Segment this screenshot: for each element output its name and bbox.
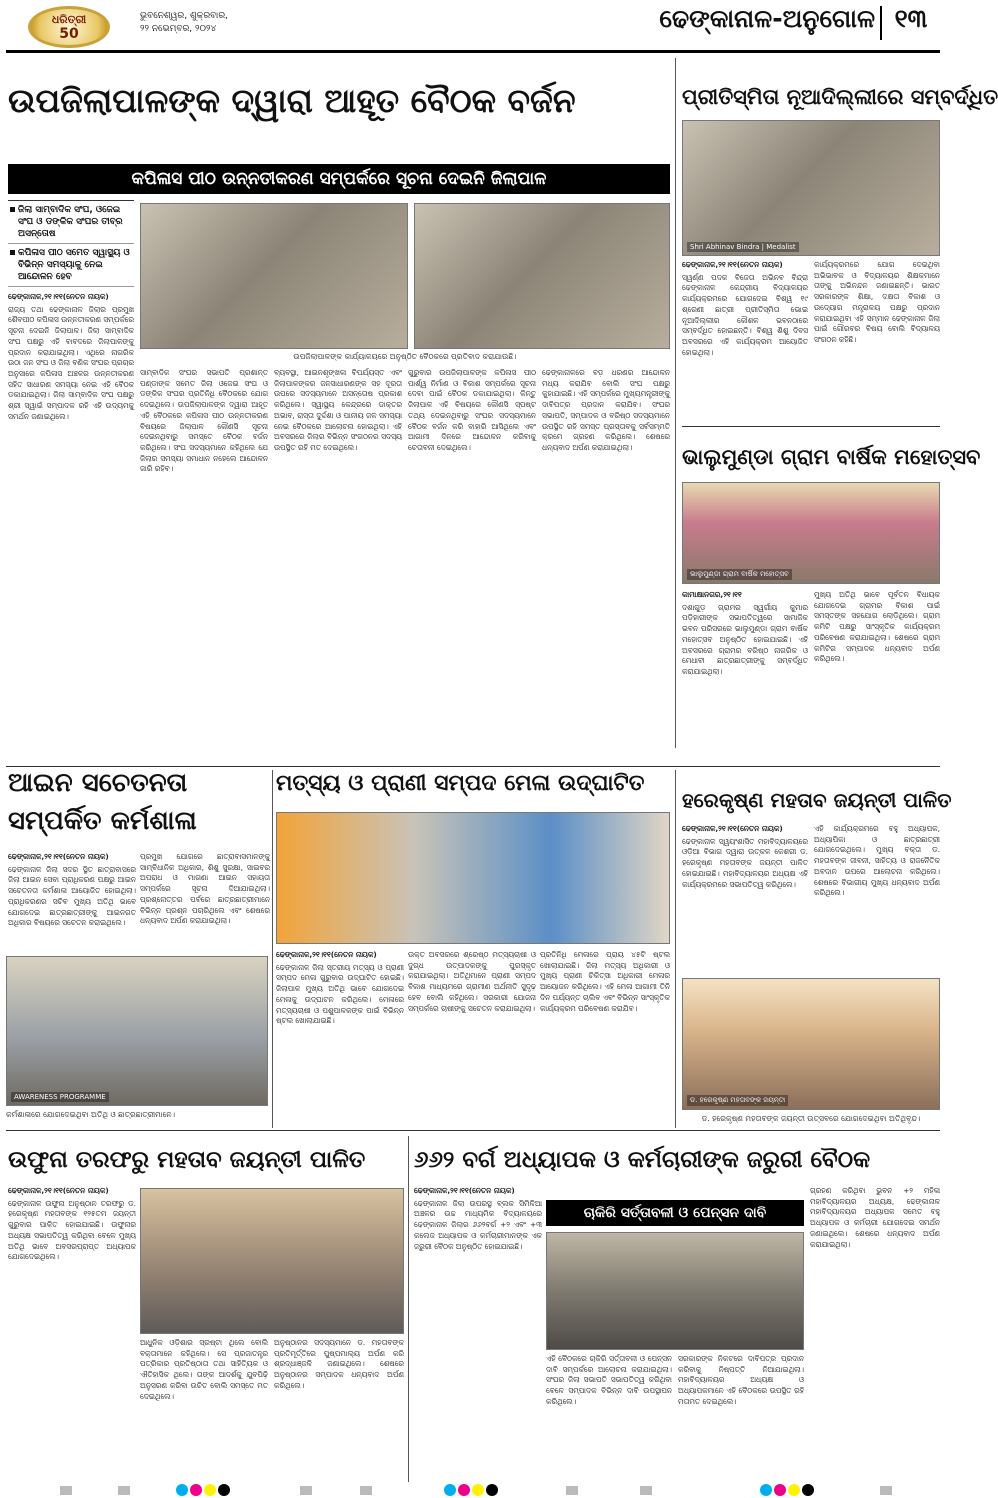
awareness-dateline: ଢେଙ୍କାନାଳ,୨୧।୧୧(ନେତନ ନାୟକ) [8, 852, 109, 861]
teachers-subheadline: ଚାକିରି ସର୍ତ୍ତାବଳୀ ଓ ପେନ୍‌ସନ ଦାବି [546, 1200, 804, 1226]
teachers-headline: ୬୬୨ ବର୍ଗ ଅଧ୍ୟାପକ ଓ କର୍ମଚାରୀଙ୍କ ଜରୁରୀ ବୈଠକ [414, 1147, 871, 1173]
reg-mark-magenta [774, 1484, 786, 1496]
teachers-column-4 [810, 1186, 940, 1476]
reg-mark-yellow [204, 1484, 216, 1496]
awareness-photo [6, 956, 268, 1106]
teachers-text-3: ସରକାରଙ୍କ ନିକଟରେ ଦାବିପତ୍ର ପ୍ରଦାନ କରିବାକୁ ନିଷ୍ପତ୍ତି ନିଆଯାଇଥିଲା। ମହାବିଦ୍ୟାଳୟର ଅଧ୍ୟକ୍ଷ ଓ ଅଧ୍ୟାପକମାନେ ଏହି ବୈଠକରେ ଉପସ୍ଥିତ ରହି ମତାମତ ଦେଇଥିଲେ। [678, 1354, 804, 1406]
reg-mark-yellow [472, 1484, 484, 1496]
ufuna-photo [140, 1188, 404, 1334]
ufuna-text-3: ଅନୁଷ୍ଠାନର ସଦସ୍ୟମାନେ ଡ. ମହତାବଙ୍କ ପ୍ରତିମୂର୍ତ୍ତିରେ ପୁଷ୍ପମାଲ୍ୟ ଅର୍ପଣ କରି ଶ୍ରଦ୍ଧାଞ୍ଜଳି ଜଣାଇଥିଲେ। ଶେଷରେ ଅନୁଷ୍ଠାନର ସମ୍ପାଦକ ଧନ୍ୟବାଦ ଅର୍ପଣ କରିଥିଲେ। [274, 1338, 404, 1390]
bhalumunda-text-1: ଦଶାଗୁଡ଼ ଗ୍ରାମର ସ୍ୱର୍ଗୀୟ କୁମାର ପଡ଼ିହାରୀଙ୍କ ସଭାପତିତ୍ୱରେ ସାମାଜିକ ଭବନ ପରିସରରେ ଭାଲୁମୁଣ୍ଡା ଗ୍ରାମ ବାର୍ଷିକ ମହୋତ୍ସବ ଅନୁଷ୍ଠିତ ହୋଇଯାଇଛି। ଏହି ଅବସରରେ ଗ୍ରାମର ବରିଷ୍ଠ ନାଗରିକ ଓ ମେଧାବୀ ଛାତ୍ରଛାତ୍ରୀଙ୍କୁ ସମ୍ବର୍ଦ୍ଧିତ କରାଯାଇଥିଲା। [682, 602, 808, 676]
fisheries-headline: ମତ୍ସ୍ୟ ଓ ପ୍ରାଣୀ ସମ୍ପଦ ମେଳା ଉଦ୍‌ଘାଟିତ [276, 771, 645, 796]
awareness-divider [272, 770, 273, 1128]
reg-mark-black [802, 1484, 814, 1496]
ufuna-headline: ଉଫୁନା ତରଫରୁ ମହତାବ ଜୟନ୍ତୀ ପାଳିତ [8, 1147, 366, 1173]
masthead-rule [6, 50, 940, 53]
lead-headline: ଉପଜିଲାପାଳଙ୍କ ଦ୍ୱାରା ଆହୂତ ବୈଠକ ବର୍ଜନ [8, 81, 576, 120]
harekrushna-text-2: ଏହି କାର୍ଯ୍ୟକ୍ରମରେ ବହୁ ଅଧ୍ୟାପକ, ଅଧ୍ୟାପିକା ଓ ଛାତ୍ରଛାତ୍ରୀ ଯୋଗଦେଇଥିଲେ। ମୁଖ୍ୟ ବକ୍ତା ଡ. ମହତାବଙ୍କ ଜୀବନୀ, ସାହିତ୍ୟ ଓ ରାଜନୈତିକ ଅବଦାନ ଉପରେ ଆଲୋଚନା କରିଥିଲେ। ଶେଷରେ ବିଭାଗୀୟ ମୁଖ୍ୟ ଧନ୍ୟବାଦ ଅର୍ପଣ କରିଥିଲେ। [814, 824, 940, 898]
date-line-2: ୨୨ ନଭେମ୍ବର, ୨୦୨୪ [140, 24, 217, 34]
harekrushna-text-1: ଢେଙ୍କାନାଳ ସ୍ୱୟଂଶାସିତ ମହାବିଦ୍ୟାଳୟରେ ଓଡ଼ିଆ ବିଭାଗ ଦ୍ୱାରା ଉତ୍କଳ କେଶରୀ ଡ. ହରେକୃଷ୍ଣ ମହତାବଙ୍କ ଜୟନ୍ତୀ ପାଳିତ ହୋଇଯାଇଛି। ମହାବିଦ୍ୟାଳୟର ଅଧ୍ୟକ୍ଷ ଏହି କାର୍ଯ୍ୟକ୍ରମରେ ସଭାପତିତ୍ୱ କରିଥିଲେ। [682, 836, 808, 889]
mid-rule [6, 766, 940, 767]
teachers-text-2: ଏହି ବୈଠକରେ ଚାକିରି ସର୍ତ୍ତାବଳୀ ଓ ପେନ୍‌ସନ ଦାବି ସମ୍ପର୍କରେ ଆଲୋଚନା କରାଯାଇଥିଲା। ସଂଘର ଜିଲା ସଭାପତି ସଭାପତିତ୍ୱ କରିଥିବା ବେଳେ ସମ୍ପାଦକ ବିଭିନ୍ନ ଦାବି ଉପସ୍ଥାପନ କରିଥିଲେ। [546, 1354, 672, 1406]
ufuna-text-1: ଢେଙ୍କାନାଳ ଉଫୁନା ଅନୁଷ୍ଠାନ ତରଫରୁ ଡ. ହରେକୃଷ୍ଣ ମହତାବଙ୍କ ୧୨୫ତମ ଜୟନ୍ତୀ ଗୁରୁବାର ପାଳିତ ହୋଇଯାଇଛି। ଉଫୁନାର ଅଧ୍ୟକ୍ଷ ସଭାପତିତ୍ୱ କରିଥିବା ବେଳେ ମୁଖ୍ୟ ଅତିଥି ଭାବେ ଅବସରପ୍ରାପ୍ତ ଅଧ୍ୟାପକ ଯୋଗଦେଇଥିଲେ। [8, 1198, 136, 1262]
harekrushna-headline: ହରେକୃଷ୍ଣ ମହତାବ ଜୟନ୍ତୀ ପାଳିତ [682, 788, 952, 812]
lead-column-1 [8, 292, 134, 762]
awareness-banner-text: AWARENESS PROGRAMME [11, 1092, 109, 1102]
harekrushna-banner-text: ଡ. ହରେକୃଷ୍ଣ ମହତାବଙ୍କ ଜୟନ୍ତୀ [687, 1095, 788, 1106]
awareness-headline-line2: ସମ୍ପର୍କିତ କର୍ମଶାଳା [8, 806, 197, 836]
reg-mark-yellow [788, 1484, 800, 1496]
lead-bullet-2: କପିଳାସ ପୀଠ ସମେତ ସ୍ୱାସ୍ଥ୍ୟ ଓ ବିଭିନ୍ନ ସମସ୍ୟାକୁ ନେଇ ଆନ୍ଦୋଳନ ହେବ [8, 244, 134, 287]
teachers-column-1 [414, 1186, 542, 1476]
teachers-divider [408, 1136, 409, 1482]
logo-emblem [28, 6, 110, 48]
fisheries-text-2: ଉକ୍ତ ଅବସରରେ ଶ୍ରେଷ୍ଠ ମତ୍ସ୍ୟଚାଷୀ ଓ ଦୁଗ୍ଧ ଉତ୍ପାଦକଙ୍କୁ ପୁରସ୍କୃତ କରାଯାଇଥିଲା। ଅତିଥିମାନେ ପ୍ରାଣୀ ସମ୍ପଦ ବିକାଶ ମାଧ୍ୟମରେ ଗ୍ରାମୀଣ ଅର୍ଥନୀତି ସୁଦୃଢ଼ ହେବ ବୋଲି କହିଥିଲେ। ସରକାରୀ ଯୋଜନା ସମ୍ପର୍କରେ ଚାଷୀଙ୍କୁ ସଚେତନ କରାଯାଇଥିଲା। [408, 950, 536, 1013]
ufuna-column-1 [8, 1186, 136, 1476]
teachers-text-1: ଢେଙ୍କାନାଳ ଜିଲା ଉପରସ୍ଥ ବ୍ଲକ ସିମିଳିଆ ଅଞ୍ଚଳର ଉଚ୍ଚ ମାଧ୍ୟମିକ ବିଦ୍ୟାଳୟରେ ଢେଙ୍କାନାଳ ଜିଲାର ୬୬୨ବର୍ଗ +୨ ଏବଂ +୩ କଲେଜ ଅଧ୍ୟାପକ ଓ କର୍ମଚାରୀମାନଙ୍କ ଏକ ଜରୁରୀ ବୈଠକ ଅନୁଷ୍ଠିତ ହୋଇଯାଇଛି। [414, 1198, 542, 1251]
lead-column-4 [408, 368, 536, 762]
pritismita-photo-text: Shri Abhinav Bindra | Medalist [687, 242, 799, 252]
print-mark-grey [60, 1486, 72, 1495]
lead-text-1: ରାଜ୍ୟ ତଥା ଢେଙ୍କାନାଳ ଜିଲାର ପ୍ରମୁଖ ଶୈବପୀଠ କପିଳାସ ଉନ୍ନତୀକରଣ ସମ୍ପର୍କରେ ସୂଚନା ଦେଇନି ଜିଲାପାଳ। ଜିଲା ସାମ୍ବାଦିକ ସଂଘ ପକ୍ଷରୁ ଏହି ବାବଦରେ ଜିଲାପାଳଙ୍କୁ ପ୍ରଦାନ କରାଯାଇଥିଲା। ଏଥିରେ ନାଗରିକ ଉଠା ଜନ ସଂଘ ଓ ଜିଲା ବଣିକ ସଂଘର ପ୍ରଚାର ଅନୁସାରେ କପିଳାସ ଅଞ୍ଚଳର ଉନ୍ନତୀକରଣ ସହିତ ସାଧାରଣ ସମସ୍ୟା ନେଇ ଏହି ବୈଠକ ଡକାଯାଇଥିଲା। ଜିଲା ସାମ୍ବାଦିକ ସଂଘ ପକ୍ଷରୁ ଶ୍ରୀ ସ୍ୱାଇଁ ସମ୍ପାଦକ ରହି ଏହି ଉଦ୍ୟମକୁ ସମର୍ଥନ ଜଣାଇଥିଲେ। [8, 304, 134, 421]
reg-mark-black [218, 1484, 230, 1496]
pritismita-text-2: କାର୍ଯ୍ୟକ୍ରମରେ ଯୋଗ ଦେଇଥିବା ଅଭିଭାବକ ଓ ବିଦ୍ୟାଳୟର ଶିକ୍ଷକମାନେ ତାଙ୍କୁ ଅଭିନନ୍ଦନ ଜଣାଇଛନ୍ତି। ଭାରତ ସରକାରଙ୍କ ଶିକ୍ଷା, ଦକ୍ଷତା ବିକାଶ ଓ ଉଦ୍ୟୋଗ ମନ୍ତ୍ରାଳୟ ପକ୍ଷରୁ ପ୍ରଦାନ କରାଯାଇଥିବା ଏହି ସମ୍ମାନ ଢେଙ୍କାନାଳ ଜିଲା ପାଇଁ ଗୌରବର ବିଷୟ ବୋଲି ବିଦ୍ୟାଳୟ ସଂଗଠନ କହିଛି। [814, 260, 940, 344]
reg-mark-black [486, 1484, 498, 1496]
lead-bullets [8, 200, 134, 287]
print-mark-grey [640, 1486, 652, 1495]
fisheries-column-2 [408, 950, 536, 1126]
lead-photo-1 [140, 203, 408, 349]
teachers-dateline: ଢେଙ୍କାନାଳ,୨୧।୧୧(ନେତନ ନାୟକ) [414, 1186, 515, 1195]
logo-word: ଧରିତ୍ରୀ [51, 13, 87, 26]
lead-caption: ଉପଜିଲାପାଳଙ୍କ କାର୍ଯ୍ୟାଳୟରେ ଅନୁଷ୍ଠିତ ବୈଠକରେ ପ୍ରତିବାଦ କରାଯାଉଛି। [293, 352, 517, 361]
awareness-text-1: ଢେଙ୍କାନାଳ ଜିଲା ସଦର ସ୍ଥିତ ଛାତ୍ରାବାସରେ ଜିଲା ଆଇନ ସେବା ପ୍ରାଧିକରଣ ପକ୍ଷରୁ ଆଇନ ସଚେତନତା କର୍ମଶାଳା ଆୟୋଜିତ ହୋଇଥିଲା। ପ୍ରାଧିକରଣର ସଚିବ ମୁଖ୍ୟ ଅତିଥି ଭାବେ ଯୋଗଦେଇ ଛାତ୍ରଛାତ୍ରୀଙ୍କୁ ଆଇନଗତ ଅଧିକାର ବିଷୟରେ ସଚେତନ କରାଇଥିଲେ। [8, 864, 136, 928]
pritismita-headline: ପ୍ରୀତିସ୍ମିତା ନୂଆଦିଲ୍ଲୀରେ ସମ୍ବର୍ଦ୍ଧିତ [682, 85, 998, 109]
reg-mark-magenta [190, 1484, 202, 1496]
bhalumunda-banner-text: ଭାଲୁମୁଣ୍ଡା ଗ୍ରାମ ବାର୍ଷିକ ମହୋତ୍ସବ [687, 569, 792, 580]
fisheries-photo [276, 812, 670, 944]
lead-column-2 [140, 368, 268, 762]
logo-years: 50 [59, 26, 79, 42]
section-title: ଢେଙ୍କାନାଳ-ଅନୁଗୋଳ [659, 4, 875, 33]
awareness-text-2: ପ୍ରମୁଖ ଯୋଗରେ ଛାତ୍ରାବାସମାନଙ୍କୁ ସାମ୍ବିଧାନିକ ଅଧିକାର, ଶିଶୁ ସୁରକ୍ଷା, ସାଇବର ଅପରାଧ ଓ ମାଗଣା ଆଇନ ସହାୟତା ସମ୍ପର୍କରେ ସୂଚନା ଦିଆଯାଇଥିଲା। ପ୍ରଶ୍ନୋତ୍ତର ପର୍ବରେ ଛାତ୍ରଛାତ୍ରୀମାନେ ବିଭିନ୍ନ ପ୍ରଶ୍ନ ପଚାରିଥିଲେ ଏବଂ ଶେଷରେ ଧନ୍ୟବାଦ ଅର୍ପଣ କରାଯାଇଥିଲା। [140, 852, 270, 926]
pritismita-rule [682, 426, 940, 427]
lead-photo-2 [414, 203, 670, 349]
right-column-divider [675, 58, 676, 748]
print-mark-grey [300, 1486, 312, 1495]
pritismita-column-2 [814, 260, 940, 420]
harekrushna-caption: ଡ. ହରେକୃଷ୍ଣ ମହତାବଙ୍କ ଜୟନ୍ତୀ ଉତ୍ସବରେ ଯୋଗଦେଇଥିବା ଅତିଥିବୃନ୍ଦ। [701, 1114, 921, 1123]
fisheries-text-3: ପ୍ରତିନିଧି ମେଳାରେ ପ୍ରାୟ ୪୫ଟି ଷ୍ଟଲ ଖୋଲାଯାଇଛି। ଜିଲା ମତ୍ସ୍ୟ ଅଧିକାରୀ ଓ ମୁଖ୍ୟ ପ୍ରାଣୀ ଚିକିତ୍ସା ଅଧିକାରୀ ମେଳାର ଆୟୋଜନ କରିଥିଲେ। ଏହି ମେଳା ଆଗାମୀ ତିନି ଦିନ ପର୍ଯ୍ୟନ୍ତ ଚାଲିବ ଏବଂ ବିଭିନ୍ନ ସାଂସ୍କୃତିକ କାର୍ଯ୍ୟକ୍ରମ ପରିବେଷଣ କରାଯିବ। [540, 950, 670, 1013]
print-mark-grey [360, 1486, 372, 1495]
ufuna-column-2 [140, 1338, 268, 1478]
lead-text-2: ସାମ୍ବାଦିକ ସଂଘର ସଭାପତି ପ୍ରଶାନ୍ତ ପଣ୍ଡାଙ୍କ ସମେତ ଜିଲା ଓଜେଇ ସଂଘ ଓ ଡଙ୍କିକ ସଂଘର ପ୍ରତିନିଧି ବୈଠକରେ ଯୋଗ ଦେଇଥିଲେ। ଉପଜିଲାପାଳଙ୍କ ଦ୍ୱାରା ଆହୂତ ଏହି ବୈଠକରେ କପିଳାସ ପୀଠ ଉନ୍ନତୀକରଣ ବିଷୟରେ ଜିଲାପାଳ କୌଣସି ସୂଚନା ଦେଇନଥିବାରୁ ସମସ୍ତେ ବୈଠକ ବର୍ଜନ କରିଥିଲେ। ସଂଘ ସଦସ୍ୟମାନେ କହିଥିଲେ ଯେ ଜିଲାର ସମସ୍ୟା ସମାଧାନ ନହେଲେ ଆନ୍ଦୋଳନ ଜାରି ରହିବ। [140, 368, 268, 474]
harekrushna-photo [682, 978, 940, 1110]
bhalumunda-headline: ଭାଲୁମୁଣ୍ଡା ଗ୍ରାମ ବାର୍ଷିକ ମହୋତ୍ସବ [682, 445, 981, 469]
awareness-column-1 [8, 852, 136, 952]
awareness-column-2 [140, 852, 270, 952]
teachers-text-4: ଗ୍ରହଣ କରିଥିବା ଭୁବନ +୨ ମହିଳା ମହାବିଦ୍ୟାଳୟର ଅଧ୍ୟକ୍ଷ, ଢେଙ୍କାନାଳ ମହାବିଦ୍ୟାଳୟର ଅଧ୍ୟାପକ ସମେତ ବହୁ ଅଧ୍ୟାପକ ଓ କର୍ମଚାରୀ ଯୋଗଦେଇ ସମର୍ଥନ ଜଣାଇଥିଲେ। ଶେଷରେ ଧନ୍ୟବାଦ ଅର୍ପଣ କରାଯାଇଥିଲା। [810, 1186, 940, 1249]
print-mark-grey [118, 1486, 130, 1495]
lead-column-3 [274, 368, 402, 762]
pritismita-text-1: ସ୍ୱର୍ଣ୍ଣ ପଦକ ବିଜେତା ଅଭିନବ ବିନ୍ଦ୍ରା ଢେଙ୍କାନାଳ କେନ୍ଦ୍ରୀୟ ବିଦ୍ୟାଳୟର କାର୍ଯ୍ୟକ୍ରମରେ ଯୋଗଦେଇ ବିଶ୍ୱ ୧୯ ଶ୍ରେଣୀ ଛାତ୍ରୀ ପ୍ରୀତିସ୍ମିତା ଭୋଇ ନୂଆଦିଲ୍ଲୀର କୌଶଳ ଭବନଠାରେ ସମ୍ବର୍ଦ୍ଧିତ ହୋଇଛନ୍ତି। ବିଶ୍ୱ ଶିଶୁ ଦିବସ ଅବସରରେ ଏହି କାର୍ଯ୍ୟକ୍ରମ ଆୟୋଜିତ ହୋଇଥିଲା। [682, 272, 808, 357]
ufuna-dateline: ଢେଙ୍କାନାଳ,୨୧।୧୧(ନେତନ ନାୟକ) [8, 1186, 109, 1195]
masthead-logo [8, 4, 128, 50]
masthead-date [140, 10, 228, 36]
ufuna-text-2: ଆଧୁନିକ ଓଡ଼ିଶାର ସ୍ରଷ୍ଟା ଥିଲେ ବୋଲି ବକ୍ତାମାନେ କହିଥିଲେ। ସେ ପ୍ରଜାତନ୍ତ୍ର ପତ୍ରିକାର ପ୍ରତିଷ୍ଠାତା ତଥା ସାହିତ୍ୟିକ ଓ ଐତିହାସିକ ଥିଲେ। ତାଙ୍କ ଆଦର୍ଶକୁ ଯୁବପିଢ଼ି ଅନୁସରଣ କରିବା ଉଚିତ ବୋଲି ସମସ୍ତେ ମତ ଦେଇଥିଲେ। [140, 1338, 268, 1401]
fisheries-column-1 [276, 950, 404, 1126]
teachers-column-2 [546, 1354, 672, 1478]
lead-text-4: ଗୁରୁବାର ଉପଜିଲାପାଳଙ୍କ କପିଳାସ ପୀଠ ପାର୍ଶ୍ୱ ନିର୍ମାଣ ଓ ବିକାଶ ସମ୍ପର୍କରେ ସୂଚନା ଦେବା ପାଇଁ ବୈଠକ ଡକାଯାଇଥିଲା। କିନ୍ତୁ ଜିଲାପାଳ ଏହି ବିଷୟରେ କୌଣସି ସ୍ପଷ୍ଟ ତଥ୍ୟ ଦେଇନଥିବାରୁ ସଂଘର ସଦସ୍ୟମାନେ ବୈଠକ ବର୍ଜନ କରି ବାହାରି ଆସିଥିଲେ ଏବଂ ଆଗାମୀ ଦିନରେ ଆନ୍ଦୋଳନ କରିବାକୁ ଚେତାବନୀ ଦେଇଥିଲେ। [408, 368, 536, 452]
harekrushna-dateline: ଢେଙ୍କାନାଳ,୨୧।୧୧(ନେତନ ନାୟକ) [682, 824, 783, 833]
bhalumunda-column-2 [814, 590, 940, 748]
lead-text-3: ବ୍ୟବସ୍ଥା, ଆଇନଶୃଙ୍ଖଳା ବିପର୍ଯ୍ୟସ୍ତ ଏବଂ ଜିଲାପାଳଙ୍କର ଜନସାଧାରଣଙ୍କ ସହ ଦୂରତା ଉପରେ ସଦସ୍ୟମାନେ ଅସନ୍ତୋଷ ପ୍ରକାଶ କରିଥିଲେ। ସ୍ୱାସ୍ଥ୍ୟ କେନ୍ଦ୍ରରେ ଡାକ୍ତର ଅଭାବ, ରାସ୍ତା ଦୁର୍ଦ୍ଦଶା ଓ ପାନୀୟ ଜଳ ସମସ୍ୟା ନେଇ ବୈଠକରେ ଆଲୋଚନା ହୋଇଥିଲା। ଏହି ଅବସରରେ ଜିଲାର ବିଭିନ୍ନ ସଂଗଠନର ସଦସ୍ୟ ଉପସ୍ଥିତ ରହି ମତ ଦେଇଥିଲେ। [274, 368, 402, 452]
fisheries-column-3 [540, 950, 670, 1126]
harekrushna-column-2 [814, 824, 940, 972]
reg-mark-cyan [760, 1484, 772, 1496]
lead-bullet-1: ଜିଲା ସାମ୍ବାଦିକ ସଂଘ, ଓଜେଇ ସଂଘ ଓ ଡଙ୍କିକ ସଂଘର ତୀବ୍ର ଅସନ୍ତୋଷ [8, 201, 134, 244]
awareness-headline-line1: ଆଇନ ସଚେତନତା [8, 768, 188, 798]
date-line-1: ଭୁବନେଶ୍ୱର, ଶୁକ୍ରବାର, [140, 11, 229, 21]
pritismita-dateline: ଢେଙ୍କାନାଳ,୨୧।୧୧(ନେତନ ନାୟକ) [682, 260, 783, 269]
bhalumunda-text-2: ମୁଖ୍ୟ ଅତିଥି ଭାବେ ପୂର୍ବତନ ବିଧାୟକ ଯୋଗଦେଇ ଗ୍ରାମର ବିକାଶ ପାଇଁ ସମସ୍ତଙ୍କ ସହଯୋଗ ଲୋଡ଼ିଥିଲେ। ଗ୍ରାମ କମିଟି ପକ୍ଷରୁ ସାଂସ୍କୃତିକ କାର୍ଯ୍ୟକ୍ରମ ପରିବେଷଣ କରାଯାଇଥିଲା। ଶେଷରେ ଗ୍ରାମ କମିଟିର ସମ୍ପାଦକ ଧନ୍ୟବାଦ ଅର୍ପଣ କରିଥିଲେ। [814, 590, 940, 664]
lower-rule [6, 1130, 940, 1131]
pritismita-column-1 [682, 260, 808, 420]
lead-column-5 [542, 368, 670, 762]
reg-mark-magenta [458, 1484, 470, 1496]
awareness-caption: କର୍ମଶାଳାରେ ଯୋଗଦେଇଥିବା ଅତିଥି ଓ ଛାତ୍ରଛାତ୍ରୀମାନେ। [6, 1110, 176, 1119]
teachers-photo [546, 1232, 804, 1350]
bhalumunda-photo [682, 482, 940, 584]
bhalumunda-dateline: କାମାକ୍ଷାନଗର,୨୧।୧୧ [682, 590, 742, 599]
teachers-column-3 [678, 1354, 804, 1478]
harekrushna-column-1 [682, 824, 808, 972]
pritismita-photo [682, 120, 940, 256]
lead-subheadline: କପିଳାସ ପୀଠ ଉନ୍ନତୀକରଣ ସମ୍ପର୍କରେ ସୂଚନା ଦେଇନି ଜିଲାପାଳ [8, 164, 670, 194]
fisheries-text-1: ଢେଙ୍କାନାଳ ଜିଲା ସ୍ତରୀୟ ମତ୍ସ୍ୟ ଓ ପ୍ରାଣୀ ସମ୍ପଦ ମେଳା ଗୁରୁବାର ଉଦ୍‌ଘାଟିତ ହୋଇଛି। ଜିଲାପାଳ ମୁଖ୍ୟ ଅତିଥି ଭାବେ ଯୋଗଦେଇ ମେଳାକୁ ଉଦ୍‌ଘାଟନ କରିଥିଲେ। ମେଳାରେ ମତ୍ସ୍ୟଚାଷୀ ଓ ପଶୁପାଳକଙ୍କ ପାଇଁ ବିଭିନ୍ନ ଷ୍ଟଲ ଖୋଲାଯାଇଛି। [276, 962, 404, 1026]
fisheries-dateline: ଢେଙ୍କାନାଳ,୨୧।୧୧(ନେତନ ନାୟକ) [276, 950, 377, 959]
bhalumunda-column-1 [682, 590, 808, 748]
lead-text-5: ଢେଙ୍କାନାଳରେ ବଡ଼ ଧରଣର ଆନ୍ଦୋଳନ ମଧ୍ୟ କରାଯିବ ବୋଲି ସଂଘ ପକ୍ଷରୁ କୁହାଯାଇଛି। ଏହି ସମ୍ପର୍କରେ ମୁଖ୍ୟମନ୍ତ୍ରୀଙ୍କୁ ଦାବିପତ୍ର ପ୍ରଦାନ କରାଯିବ। ସଂଘର ସଭାପତି, ସମ୍ପାଦକ ଓ ବରିଷ୍ଠ ସଦସ୍ୟମାନେ ଉପସ୍ଥିତ ରହି ସମସ୍ତ ପ୍ରସ୍ତାବକୁ ସର୍ବସମ୍ମତି କ୍ରମେ ଗ୍ରହଣ କରିଥିଲେ। ଶେଷରେ ଧନ୍ୟବାଦ ଅର୍ପଣ କରାଯାଇଥିଲା। [542, 368, 670, 452]
ufuna-column-3 [274, 1338, 404, 1478]
print-mark-grey [566, 1486, 578, 1495]
reg-mark-cyan [176, 1484, 188, 1496]
harekrushna-divider [675, 770, 676, 1128]
print-mark-grey [880, 1486, 892, 1495]
page-number: ୧୩ [894, 4, 928, 33]
reg-mark-cyan [444, 1484, 456, 1496]
lead-dateline: ଢେଙ୍କାନାଳ,୨୧।୧୧(ନେତନ ନାୟକ) [8, 292, 109, 301]
